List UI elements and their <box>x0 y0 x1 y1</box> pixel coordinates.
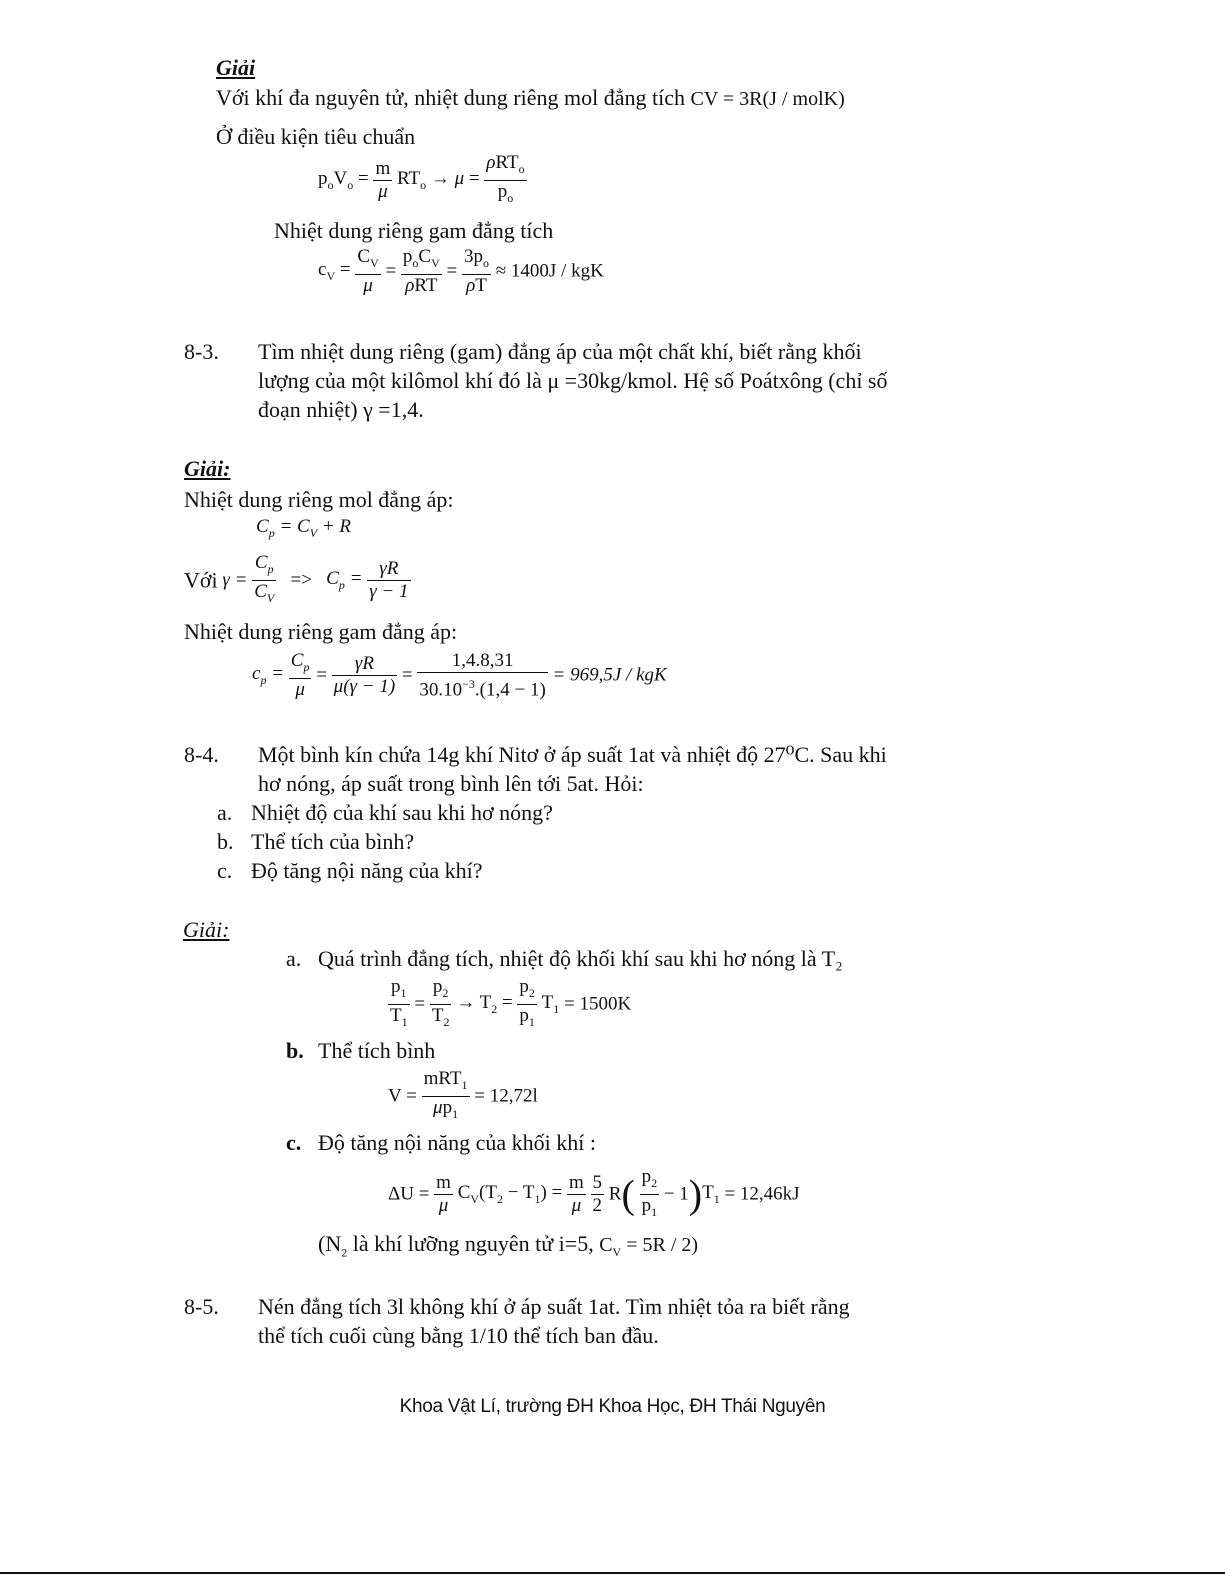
problem-text: đoạn nhiệt) γ =1,4. <box>258 397 424 422</box>
item-text: Thể tích bình <box>318 1038 436 1063</box>
formula-cp: $C_p = C_V + R$ <box>256 516 351 540</box>
item-label: c. <box>217 858 233 883</box>
text-line: Nhiệt dung riêng gam đẳng tích <box>274 218 554 243</box>
bottom-rule <box>0 1572 1225 1574</box>
formula-volume: V = $\frac{mRT_1}{\mu p_1}$ = 12,72l <box>388 1068 538 1121</box>
formula-isochoric: $\frac{p_1}{T_1}$ = $\frac{p_2}{T_2}$ → $T_2$ = $\frac{p_2}{p_1}$ $T_1 = 1500K$ <box>390 976 632 1029</box>
formula-cp-gram: $c_p$ = $\frac{C_p}{\mu}$ = $\frac{\gamma R}{\mu(\gamma - 1)}$ = $\frac{1,4.8,31}{30.10^{-3}.(1,4 - 1)}$ = 969,5J / kgK <box>252 650 667 701</box>
problem-number: 8-3. <box>184 339 219 364</box>
item-text: Độ tăng nội năng của khí? <box>251 858 483 883</box>
result-value: ≈ 1400J / kgK <box>495 260 604 282</box>
item-text: Thể tích của bình? <box>251 829 415 854</box>
formula-gamma: Với γ = $\frac{C_p}{C_V}$ => $C_p$ = $\frac{\gamma R}{\gamma - 1}$ <box>184 552 409 605</box>
text-span: Với <box>184 567 218 593</box>
result-value: = 1500K <box>564 993 632 1015</box>
item-label: c. <box>286 1130 302 1155</box>
problem-text: lượng của một kilômol khí đó là μ =30kg/kmol. Hệ số Poátxông (chỉ số <box>258 368 888 393</box>
item-text: Quá trình đẳng tích, nhiệt độ khối khí sau khi hơ nóng là T₂ <box>318 946 843 971</box>
item-text: Nhiệt độ của khí sau khi hơ nóng? <box>251 800 553 825</box>
formula-ideal-gas: $p_oV_o$ = $\frac{m}{\mu}$ $RT_o \to \mu$ = $\frac{\rho RT_o}{p_o}$ <box>318 152 525 205</box>
problem-text: Một bình kín chứa 14g khí Nitơ ở áp suất 1at và nhiệt độ 27⁰C. Sau khi <box>258 742 887 767</box>
text-span: Với khí đa nguyên tử, nhiệt dung riêng mol đẳng tích <box>216 85 685 110</box>
result-value: = 12,46kJ <box>724 1183 800 1205</box>
formula-cv: $c_V$ = $\frac{C_V}{\mu}$ = $\frac{p_oC_V}{\text{ρRT}}$ = $\frac{3p_o}{\rho T}$ ≈ 1400J / kgK <box>318 246 604 296</box>
problem-text: hơ nóng, áp suất trong bình lên tới 5at. Hỏi: <box>258 771 644 796</box>
problem-text: thể tích cuối cùng bằng 1/10 thể tích ban đầu. <box>258 1323 659 1348</box>
problem-text: Tìm nhiệt dung riêng (gam) đẳng áp của một chất khí, biết rằng khối <box>258 339 862 364</box>
problem-number: 8-5. <box>184 1294 219 1319</box>
text-line: Ở điều kiện tiêu chuẩn <box>216 124 416 149</box>
result-value: = 12,72l <box>474 1085 538 1107</box>
item-label: b. <box>217 829 234 854</box>
formula-inline: CV = 3R(J / molK) <box>690 88 845 110</box>
problem-text: Nén đẳng tích 3l không khí ở áp suất 1at. Tìm nhiệt tỏa ra biết rằng <box>258 1294 850 1319</box>
text-line: Nhiệt dung riêng gam đẳng áp: <box>184 619 458 644</box>
numerator: 1,4.8,31 <box>417 650 547 673</box>
solution-heading: Giải <box>216 55 256 80</box>
solution-heading: Giải: <box>183 917 230 942</box>
solution-heading: Giải: <box>184 456 231 481</box>
text-span: là khí lưỡng nguyên tử i=5, <box>352 1231 594 1256</box>
item-label: b. <box>286 1038 304 1063</box>
item-label: a. <box>217 800 233 825</box>
result-value: = 969,5J / kgK <box>552 664 667 686</box>
problem-number: 8-4. <box>184 742 219 767</box>
formula-internal-energy: ΔU = $\frac{m}{\mu}$ $C_V(T_2 - T_1)$ = $\frac{m}{\mu}$ $\frac{5}{2}$ R( $\frac{p_2}{p_1}$ − $1)T_1 = 12,46kJ$ <box>388 1166 800 1219</box>
item-text: Độ tăng nội năng của khối khí : <box>318 1130 597 1155</box>
item-label: a. <box>286 946 302 971</box>
page-footer: Khoa Vật Lí, trường ĐH Khoa Học, ĐH Thái Nguyên <box>399 1396 826 1417</box>
text-line <box>216 84 845 113</box>
note-line: ($N_2$ là khí lưỡng nguyên tử i=5, $C_V = 5R / 2$) <box>318 1231 699 1260</box>
text-line: Nhiệt dung riêng mol đẳng áp: <box>184 487 454 512</box>
